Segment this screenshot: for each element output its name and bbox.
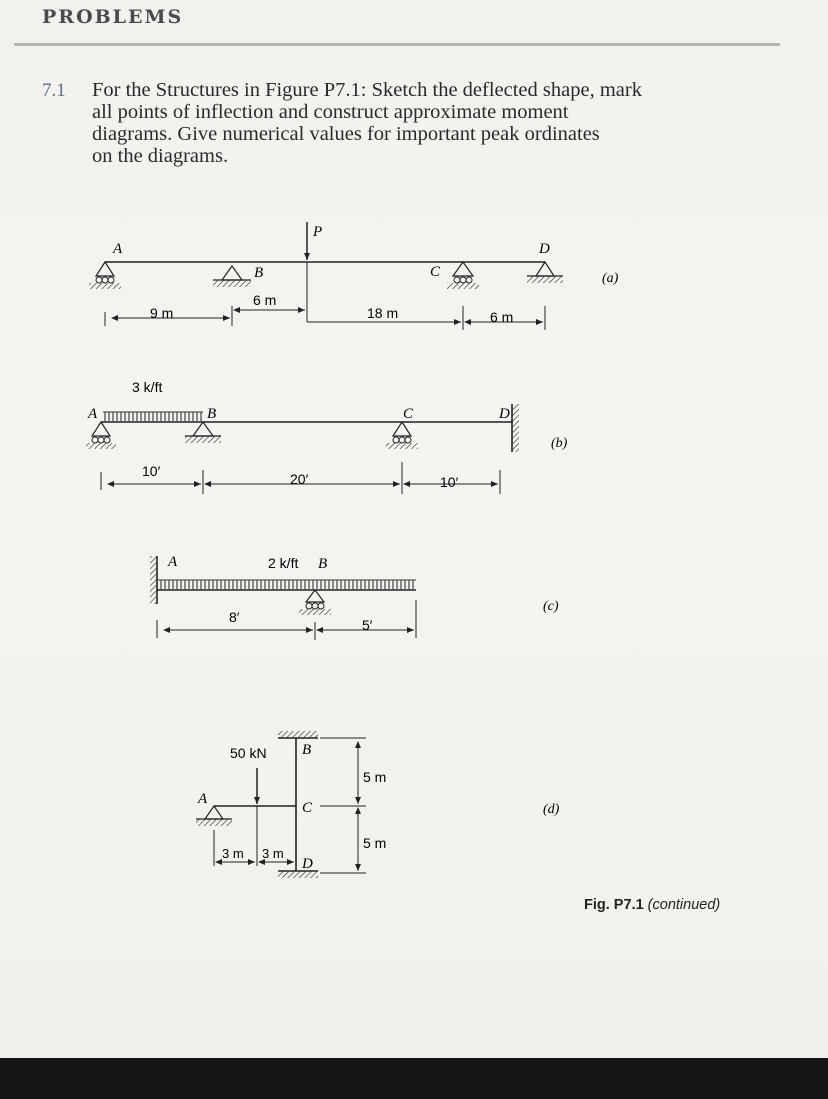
problem-line-2: all points of inflection and construct approximate moment	[92, 101, 569, 123]
dim-d-h2: 5 m	[363, 835, 387, 851]
caption-note: (continued)	[647, 897, 721, 913]
label-c-b: B	[318, 556, 328, 572]
dim-a-2: 6 m	[253, 292, 277, 308]
figure-a	[89, 222, 619, 330]
label-d-d: D	[302, 856, 313, 872]
support-c-b-roller	[299, 590, 331, 615]
support-d-pin	[527, 262, 563, 283]
problem-line-4: on the diagrams.	[92, 145, 229, 167]
support-d-a-pin	[196, 806, 232, 826]
figure-caption	[584, 897, 720, 913]
dim-d-h1: 5 m	[363, 769, 387, 785]
load-c: 2 k/ft	[268, 555, 299, 571]
label-d: D	[539, 241, 550, 257]
dim-b-1: 10′	[142, 463, 161, 479]
support-b-c-roller	[386, 422, 418, 449]
dim-d-w2: 3 m	[262, 846, 284, 861]
load-b: 3 k/ft	[132, 379, 163, 395]
bottom-bar	[0, 1058, 828, 1099]
tag-d: (d)	[543, 802, 560, 817]
label-b-c: C	[403, 406, 414, 422]
label-b-d: D	[499, 406, 510, 422]
dim-b-2: 20′	[290, 471, 309, 487]
label-p: P	[313, 224, 323, 240]
label-b-b: B	[207, 406, 217, 422]
problem-line-1: For the Structures in Figure P7.1: Sketch the deflected shape, mark	[92, 79, 642, 101]
tag-c: (c)	[543, 599, 559, 614]
figure-b	[86, 379, 568, 494]
dim-d-w1: 3 m	[222, 846, 244, 861]
tag-a: (a)	[602, 271, 619, 286]
dim-a-4: 6 m	[490, 309, 514, 325]
load-d: 50 kN	[230, 745, 267, 761]
label-d-a: A	[198, 791, 208, 807]
dim-c-1: 8′	[229, 609, 240, 625]
dim-a-1: 9 m	[150, 305, 174, 321]
label-b: B	[254, 265, 264, 281]
caption-fig: Fig. P7.1	[584, 897, 644, 913]
udl-b	[103, 412, 203, 421]
dim-a-3: 18 m	[367, 305, 399, 321]
udl-c	[158, 580, 416, 589]
dim-b-3: 10′	[440, 474, 459, 490]
label-a: A	[113, 241, 123, 257]
label-b-a: A	[88, 406, 98, 422]
support-b-b-pin	[185, 422, 221, 443]
problem-number: 7.1	[42, 80, 66, 101]
figure-c	[150, 554, 559, 640]
label-d-c: C	[302, 800, 313, 816]
figure-d	[196, 731, 560, 878]
support-b-pin	[213, 266, 251, 287]
support-c-a-fixed	[150, 556, 157, 604]
support-b-d-fixed	[512, 404, 519, 452]
problem-line-3: diagrams. Give numerical values for important peak ordinates	[92, 123, 600, 145]
label-d-b: B	[302, 742, 312, 758]
label-c-a: A	[168, 554, 178, 570]
label-c: C	[430, 264, 441, 280]
tag-b: (b)	[551, 436, 568, 451]
section-header: PROBLEMS	[42, 6, 184, 28]
support-a-roller	[89, 262, 121, 289]
support-b-a-roller	[86, 422, 116, 449]
dim-c-2: 5′	[362, 617, 373, 633]
support-c-roller	[447, 262, 479, 289]
